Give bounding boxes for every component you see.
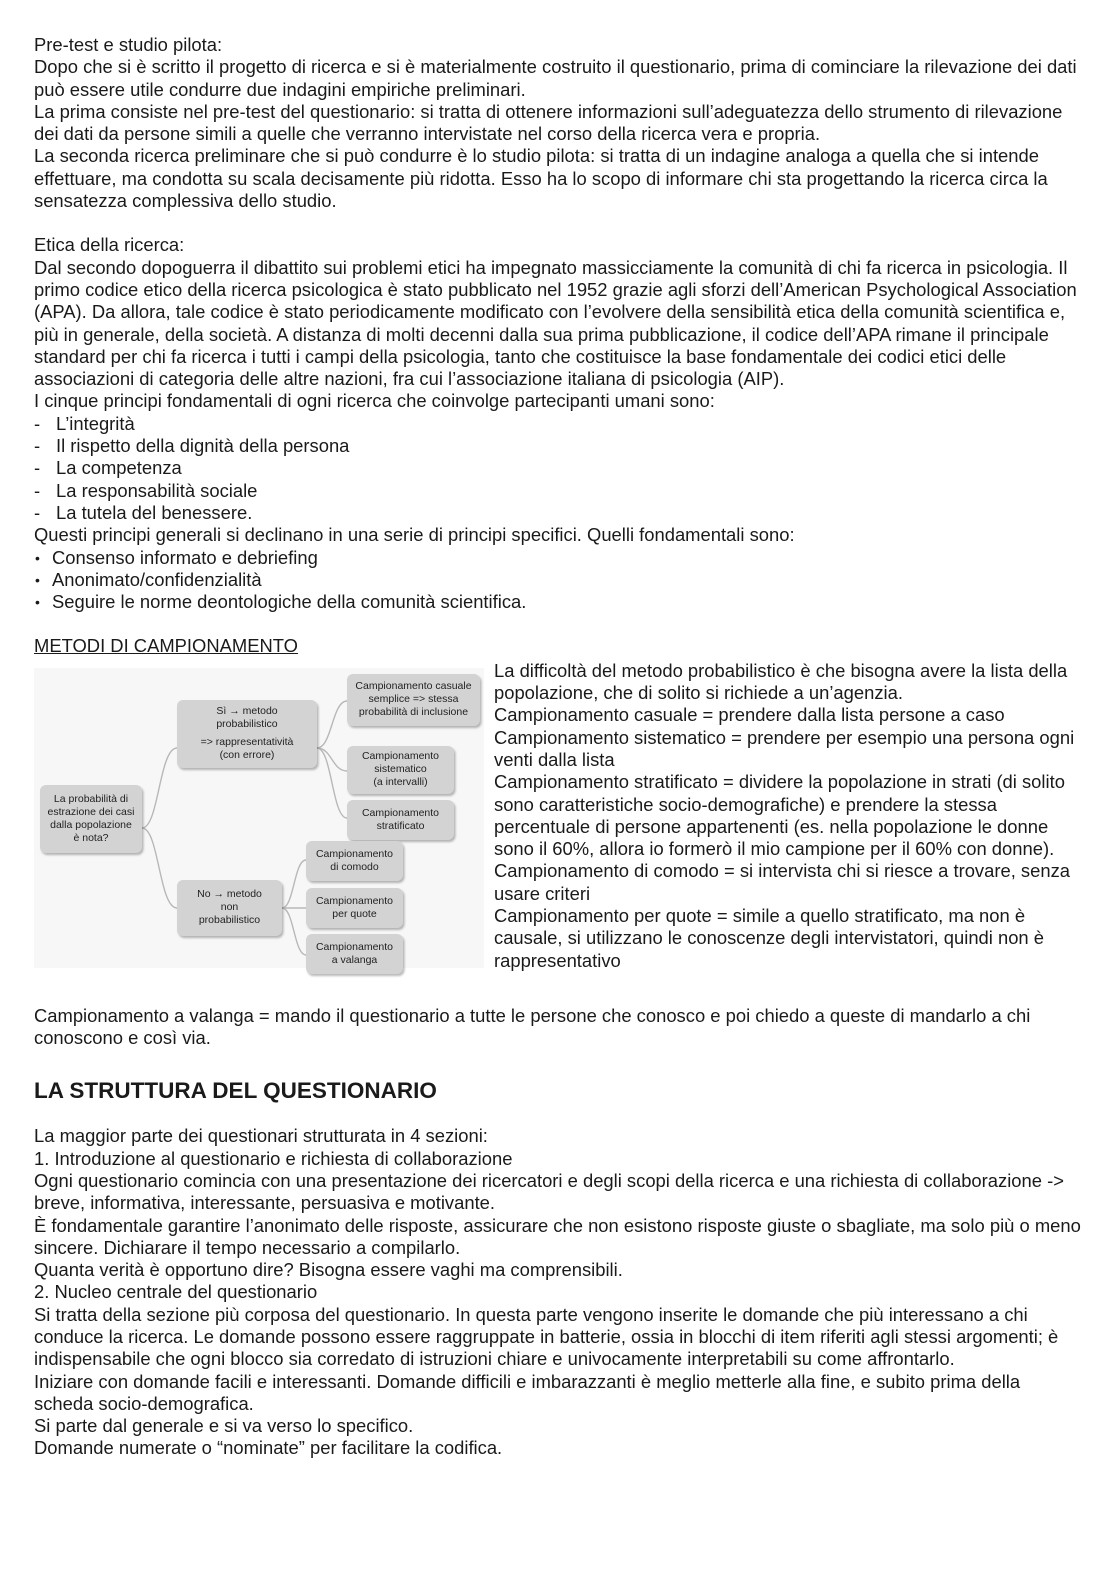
diagram-snowball: Campionamento a valanga <box>306 934 403 974</box>
pretest-paragraph-1: Dopo che si è scritto il progetto di ricerca e si è materialmente costruito il questionario, prima di cominciare la rilevazione dei dati può essere utile condurre due indagini empiriche preliminari. <box>34 56 1077 100</box>
list-item: • Consenso informato e debriefing <box>34 547 1084 569</box>
principles-intro: I cinque principi fondamentali di ogni ricerca che coinvolge partecipanti umani sono: <box>34 390 715 412</box>
diagram-systematic: Campionamento sistematico (a intervalli) <box>347 746 454 794</box>
structure-line: La maggior parte dei questionari strutturata in 4 sezioni: <box>34 1125 488 1147</box>
sampling-explanations <box>494 660 1089 972</box>
diagram-quota: Campionamento per quote <box>306 888 403 928</box>
sampling-paragraph: Campionamento sistematico = prendere per esempio una persona ogni venti dalla lista <box>494 726 1075 770</box>
sampling-paragraph: Campionamento stratificato = dividere la popolazione in strati (di solito sono caratteristiche socio-demografiche) e prendere la stessa percentuale di persone appartenenti (es. nella popolazione le donne sono il 60%, allora io formerò il mio campione per il 60% con donne). <box>494 771 1065 860</box>
ethics-paragraph: Dal secondo dopoguerra il dibattito sui problemi etici ha impegnato massicciamente la comunità di chi fa ricerca in psicologia. Il primo codice etico della ricerca psicologica è stato pubblicato nel 1952 grazie agli sforzi dell’American Psychological Association (APA). Da allora, tale codice è stato periodicamente modificato con l’evolvere della sensibilità etica della comunità scientifica e, più in generale, della società. A distanza di molti decenni dalla sua prima pubblicazione, il codice dell’APA rimane il principale standard per chi fa ricerca i tutti i campi della psicologia, tanto che costituisce la base fondamentale dei codici etici delle associazioni di categoria delle altre nazioni, fra cui l’associazione italiana di psicologia (AIP). <box>34 256 1077 390</box>
specific-principles-list <box>34 547 1084 614</box>
sampling-paragraph: Campionamento di comodo = si intervista chi si riesce a trovare, senza usare criteri <box>494 860 1070 904</box>
pretest-title: Pre-test e studio pilota: <box>34 34 223 55</box>
structure-line: Iniziare con domande facili e interessanti. Domande difficili e imbarazzanti è meglio metterle alla fine, e subito prima della scheda socio-demografica. <box>34 1370 1021 1414</box>
principles-list <box>34 413 1084 524</box>
spacer <box>34 212 1084 234</box>
structure-line: Si tratta della sezione più corposa del questionario. In questa parte vengono inserite le domande che più interessano a chi conduce la ricerca. Le domande possono essere raggruppate in batterie, ossia in blocchi di item riferiti agli stessi argomenti; è indispensabile che ogni blocco sia corredato di istruzioni chiare e univocamente interpretabili su come affrontarlo. <box>34 1303 1059 1370</box>
list-item: - La competenza <box>34 457 1084 479</box>
document-page <box>34 34 1084 1460</box>
diagram-convenience: Campionamento di comodo <box>306 841 403 881</box>
structure-heading: LA STRUTTURA DEL QUESTIONARIO <box>34 1078 437 1104</box>
sampling-paragraph: Campionamento casuale = prendere dalla lista persone a caso <box>494 704 1005 726</box>
specific-intro: Questi principi generali si declinano in una serie di principi specifici. Quelli fondamentali sono: <box>34 524 795 546</box>
list-item: - L’integrità <box>34 413 1084 435</box>
diagram-no-non-probabilistic: No → metodo non probabilistico <box>177 880 282 936</box>
structure-line: Si parte dal generale e si va verso lo specifico. <box>34 1415 414 1437</box>
diagram-simple-random: Campionamento casuale semplice => stessa probabilità di inclusione <box>347 674 480 726</box>
snowball-paragraph: Campionamento a valanga = mando il questionario a tutte le persone che conosco e poi chiedo a queste di mandarlo a chi conoscono e così via. <box>34 1004 1031 1049</box>
structure-line: È fondamentale garantire l’anonimato delle risposte, assicurare che non esistono risposte giuste o sbagliate, ma solo più o meno sincere. Dichiarare il tempo necessario a compilarlo. <box>34 1214 1081 1258</box>
sampling-paragraph: La difficoltà del metodo probabilistico è che bisogna avere la lista della popolazione, che di solito si richiede a un’agenzia. <box>494 659 1068 704</box>
diagram-root-question: La probabilità di estrazione dei casi dalla popolazione è nota? <box>40 785 142 853</box>
spacer <box>34 1049 1084 1077</box>
structure-line: Ogni questionario comincia con una presentazione dei ricercatori e degli scopi della ricerca e una richiesta di collaborazione -> breve, informativa, interessante, persuasiva e motivante. <box>34 1169 1064 1214</box>
spacer <box>34 1105 1084 1125</box>
structure-line: 2. Nucleo centrale del questionario <box>34 1281 318 1303</box>
sampling-diagram <box>34 668 484 968</box>
pretest-paragraph-3: La seconda ricerca preliminare che si può condurre è lo studio pilota: si tratta di un indagine analoga a quella che si intende effettuare, ma condotta su scala decisamente più ridotta. Esso ha lo scopo di informare chi sta progettando la ricerca circa la sensatezza complessiva dello studio. <box>34 145 1048 212</box>
structure-line: Quanta verità è opportuno dire? Bisogna essere vaghi ma comprensibili. <box>34 1259 623 1281</box>
list-item: - La tutela del benessere. <box>34 502 1084 524</box>
diagram-yes-probabilistic: Sì → metodo probabilistico => rappresentatività (con errore) <box>177 700 317 768</box>
structure-line: Domande numerate o “nominate” per facilitare la codifica. <box>34 1437 503 1459</box>
sampling-title: METODI DI CAMPIONAMENTO <box>34 635 298 657</box>
list-item: • Seguire le norme deontologiche della comunità scientifica. <box>34 591 1084 613</box>
sampling-paragraph: Campionamento per quote = simile a quello stratificato, ma non è causale, si utilizzano le conoscenze degli intervistatori, quindi non è rappresentativo <box>494 904 1044 971</box>
sampling-section <box>34 660 1084 1005</box>
spacer <box>34 613 1084 635</box>
structure-line: 1. Introduzione al questionario e richiesta di collaborazione <box>34 1147 513 1169</box>
diagram-stratified: Campionamento stratificato <box>347 800 454 840</box>
pretest-paragraph-2: La prima consiste nel pre-test del questionario: si tratta di ottenere informazioni sull’adeguatezza dello strumento di rilevazione dei dati da persone simili a quelle che verranno intervistate nel corso della ricerca vera e propria. <box>34 100 1063 145</box>
list-item: • Anonimato/confidenzialità <box>34 569 1084 591</box>
list-item: - Il rispetto della dignità della persona <box>34 435 1084 457</box>
list-item: - La responsabilità sociale <box>34 480 1084 502</box>
ethics-title: Etica della ricerca: <box>34 234 185 256</box>
